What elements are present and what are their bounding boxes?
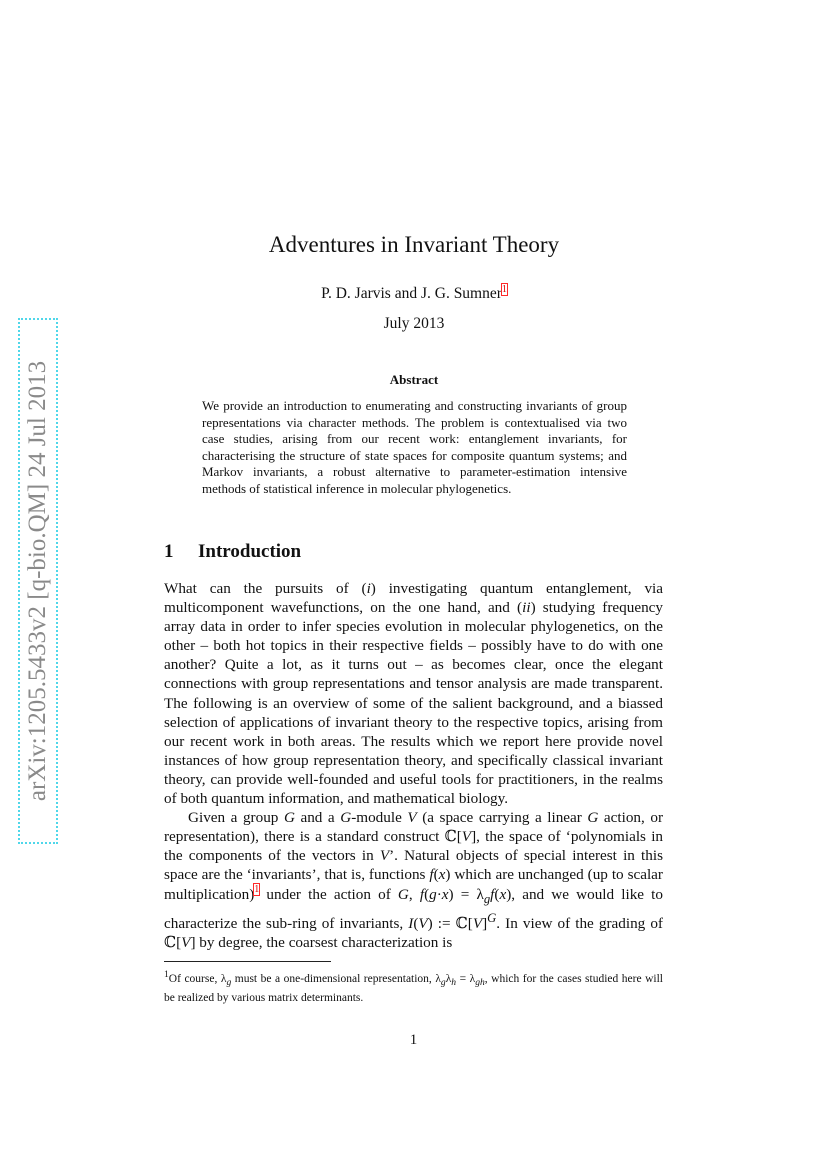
math-var: f <box>429 866 434 884</box>
paper-date: July 2013 <box>383 315 445 332</box>
text-run: ) which are unchanged (up to scalar multiplication) <box>164 866 663 903</box>
text-run: = λ <box>456 972 476 985</box>
text-run: must be a one-dimensional representation, λ <box>231 972 441 985</box>
section-number: 1 <box>164 541 174 562</box>
math-subscript: g <box>483 891 491 906</box>
text-run: ( <box>494 885 500 903</box>
text-run: , <box>408 885 420 903</box>
math-superscript: G <box>487 910 497 925</box>
math-var: G <box>340 809 352 827</box>
text-run: ), and we would like to characterize the sub-ring of invariants, <box>164 885 663 932</box>
math-var: g <box>429 885 437 903</box>
math-subscript: gh <box>475 977 485 989</box>
math-var: f <box>490 885 495 903</box>
math-var: x <box>499 885 507 903</box>
text-run: , which for the cases studied here will be realized by various matrix determinants. <box>164 972 663 1004</box>
text-run: ( <box>413 914 419 932</box>
text-run: ) investigating quantum entanglement, via multicomponent wavefunctions, on the one hand, and ( <box>164 580 664 617</box>
text-run: ’. Natural objects of special interest in this space are the ‘invariants’, that is, functions <box>164 847 663 884</box>
text-run: ] <box>482 914 488 932</box>
math-var: V <box>407 809 417 827</box>
math-var: G <box>283 809 295 827</box>
math-var: G <box>397 885 409 903</box>
text-run: ) := ℂ[ <box>427 914 473 932</box>
footnote <box>164 967 663 1006</box>
math-subscript: g <box>440 977 446 989</box>
abstract-heading: Abstract <box>389 372 439 387</box>
abstract-text: We provide an introduction to enumerating and constructing invariants of group representations via character methods. The problem is contextualised via two case studies, arising from our recent work: entanglement invariants, for characterising the structure of state spaces for composite quantum systems; and Markov invariants, a robust alternative to parameter-estimation intensive methods of statistical inference in molecular phylogenetics. <box>202 398 627 496</box>
math-var: V <box>418 914 428 932</box>
authors: P. D. Jarvis and J. G. Sumner <box>321 285 502 302</box>
text-run: ] by degree, the coarsest characterization is <box>190 933 453 951</box>
footnote-link[interactable]: 1 <box>254 884 260 896</box>
text-run: under the action of <box>259 885 398 903</box>
math-var: V <box>472 914 483 932</box>
roman-numeral: ii <box>522 599 531 617</box>
math-var: V <box>461 828 472 846</box>
author-line <box>164 284 664 304</box>
footnote-number: 1 <box>164 969 169 980</box>
body-text <box>164 579 663 952</box>
footnote-rule <box>164 961 331 962</box>
math-subscript: g <box>226 977 232 989</box>
text-run: Given a group <box>188 809 284 827</box>
math-var: f <box>419 885 425 903</box>
math-var: V <box>181 933 191 951</box>
text-run: ) = λ <box>448 885 484 903</box>
math-var: x <box>438 866 446 884</box>
text-run: Of course, λ <box>168 972 227 985</box>
math-var: x <box>441 885 449 903</box>
text-run: action, or representation), there is a standard construct ℂ[ <box>164 809 664 846</box>
roman-numeral: i <box>366 580 371 597</box>
paragraph-1 <box>164 579 663 808</box>
page-number: 1 <box>409 1032 418 1048</box>
text-run: · <box>436 885 442 903</box>
math-subscript: h <box>451 977 457 989</box>
section-title: Introduction <box>198 541 302 562</box>
math-var: V <box>379 847 390 865</box>
text-run: ) studying frequency array data in order to infer species evolution in molecular phylogenetics, on the other – both hot topics in their respective fields – possibly have to do with one another? Quite a lot, as it turns out – as becomes clear, once the elegant connections with group representations and tensor analysis are made transparent. The following is an overview of some of the salient background, and a biassed selection of applications of invariant theory to the respective topics, arising from our recent work in both areas. The results which we report here provide novel instances of how group representation theory, and specifically classical invariant theory, can provide well-founded and useful tools for practitioners, in the realms of both quantum information, and mathematical biology. <box>164 599 663 808</box>
text-run: ], the space of ‘polynomials in the components of the vectors in <box>164 828 664 865</box>
arxiv-stamp-wrapper <box>18 318 58 844</box>
text-run: ( <box>424 885 430 903</box>
text-run: (a space carrying a linear <box>416 809 588 827</box>
text-run: and a <box>294 809 341 827</box>
math-var: I <box>408 914 414 932</box>
text-run: -module <box>351 809 408 827</box>
author-footnote-link[interactable]: 1 <box>501 283 507 295</box>
text-run: ( <box>433 866 439 884</box>
text-run: . In view of the grading of ℂ[ <box>164 914 663 951</box>
paper-title: Adventures in Invariant Theory <box>268 232 560 257</box>
text-run: λ <box>445 972 452 985</box>
paragraph-2 <box>164 808 663 952</box>
section-heading <box>164 540 301 564</box>
text-run: What can the pursuits of ( <box>164 580 367 597</box>
arxiv-stamp[interactable]: arXiv:1205.5433v2 [q-bio.QM] 24 Jul 2013 <box>18 318 58 844</box>
math-var: G <box>587 809 599 827</box>
